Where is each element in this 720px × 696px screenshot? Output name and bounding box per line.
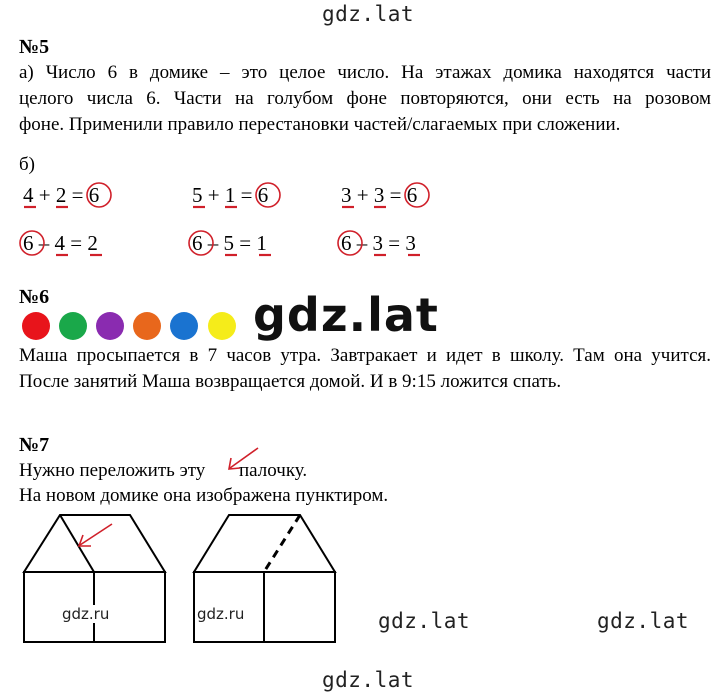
watermark-bottom-right-1: gdz.lat	[378, 609, 471, 633]
watermark-bottom-right-2: gdz.lat	[597, 609, 690, 633]
task7-line-1a: Нужно переложить эту	[19, 460, 206, 481]
addend-1: 5	[192, 183, 203, 207]
addend-2: 3	[373, 183, 385, 207]
circled-whole: 6	[23, 231, 34, 255]
task7-title: №7	[19, 434, 50, 456]
circled-whole: 6	[88, 183, 100, 207]
task7-line-1b: палочку.	[239, 460, 308, 481]
difference: 1	[256, 231, 267, 255]
circled-whole: 6	[341, 231, 352, 255]
subtrahend: 4	[54, 231, 65, 255]
subtrahend: 5	[223, 231, 234, 255]
difference: 2	[87, 231, 98, 255]
watermark-big: gdz.lat	[253, 288, 439, 342]
task5-b-label: б)	[19, 154, 35, 175]
difference: 3	[405, 231, 416, 255]
addend-2: 1	[224, 183, 236, 207]
equals-sign: =	[240, 183, 253, 207]
task6-title: №6	[19, 286, 50, 308]
equals-sign: =	[70, 231, 83, 255]
addend-2: 2	[55, 183, 67, 207]
addend-1: 4	[23, 183, 34, 207]
task6-line-2: После занятий Маша возвращается домой. И в 9:15 ложится спать.	[19, 371, 562, 392]
task5-a-line-2: целого числа 6. Части на голубом фоне повторяются, они есть на розовом	[19, 88, 711, 109]
plus-sign: +	[38, 183, 51, 207]
subtrahend: 3	[372, 231, 383, 255]
equals-sign: =	[388, 231, 401, 255]
dashed-stick	[264, 515, 300, 572]
arrow-icon	[229, 448, 258, 469]
circled-whole: 6	[192, 231, 203, 255]
watermark-house1: gdz.ru	[62, 605, 110, 623]
equals-sign: =	[389, 183, 402, 207]
task5-a-line-1: а) Число 6 в домике – это целое число. На этажах домика находятся части	[19, 62, 711, 83]
circled-whole: 6	[257, 183, 269, 207]
task5-title: №5	[19, 36, 50, 58]
plus-sign: +	[356, 183, 369, 207]
minus-sign: –	[207, 231, 219, 255]
equals-sign: =	[71, 183, 84, 207]
watermark-house2: gdz.ru	[197, 605, 245, 623]
minus-sign: –	[38, 231, 50, 255]
minus-sign: –	[356, 231, 368, 255]
equals-sign: =	[239, 231, 252, 255]
task6-line-1: Маша просыпается в 7 часов утра. Завтракает и идет в школу. Там она учится.	[19, 345, 711, 366]
task7-line-2: На новом домике она изображена пунктиром.	[19, 485, 389, 506]
circled-whole: 6	[406, 183, 418, 207]
task5-a-line-3: фоне. Применили правило перестановки частей/слагаемых при сложении.	[19, 114, 621, 135]
arrow-icon	[79, 524, 112, 546]
plus-sign: +	[207, 183, 220, 207]
watermark-bottom: gdz.lat	[322, 668, 415, 692]
addend-1: 3	[341, 183, 352, 207]
watermark-top: gdz.lat	[322, 2, 415, 26]
